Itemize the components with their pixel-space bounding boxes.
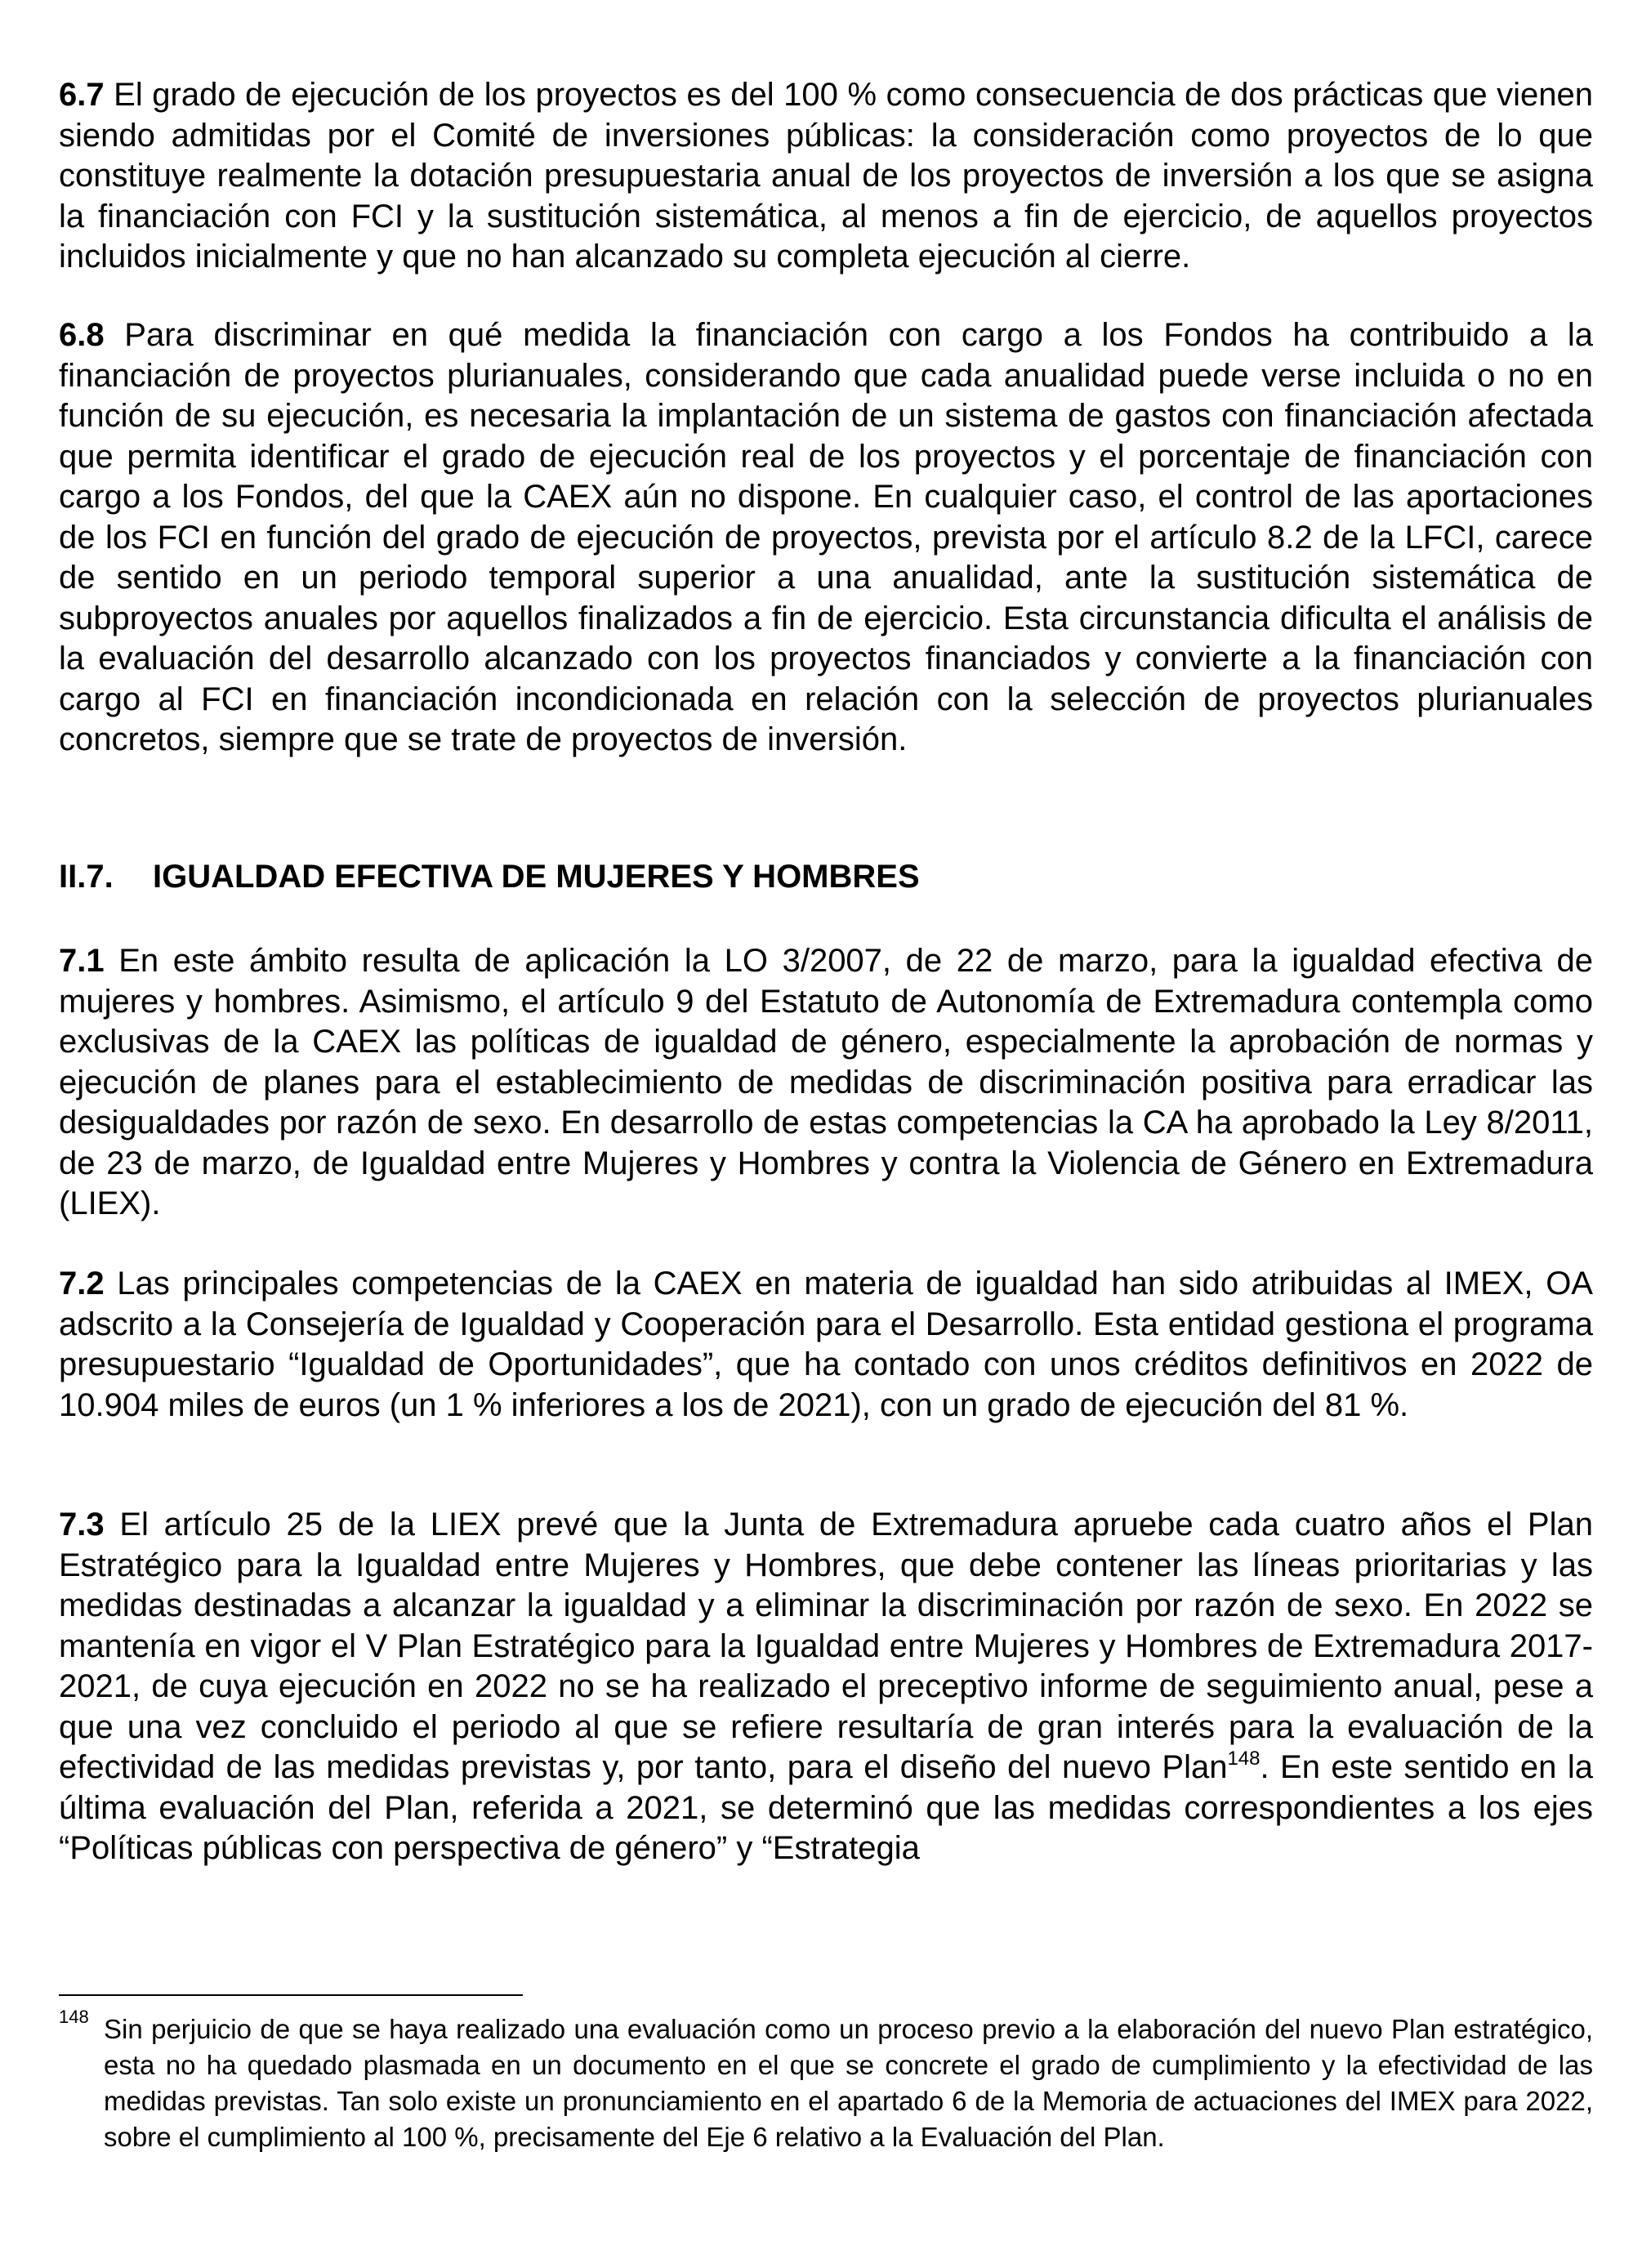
paragraph-6-8 [59,315,1593,761]
paragraph-number: 6.8 [59,317,105,353]
paragraph-text: Para discriminar en qué medida la financiación con cargo a los Fondos ha contribuido a la financiación de proyectos plurianuales, considerando que cada anualidad puede verse incluida o no en función de su ejecución, es necesaria la implantación de un sistema de gastos con financiación afectada que permita identificar el grado de ejecución real de los proyectos y el porcentaje de financiación con cargo a los Fondos, del que la CAEX aún no dispone. En cualquier caso, el control de las aportaciones de los FCI en función del grado de ejecución de proyectos, prevista por el artículo 8.2 de la LFCI, carece de sentido en un periodo temporal superior a una anualidad, ante la sustitución sistemática de subproyectos anuales por aquellos finalizados a fin de ejercicio. Esta circunstancia dificulta el análisis de la evaluación del desarrollo alcanzado con los proyectos financiados y convierte a la financiación con cargo al FCI en financiación incondicionada en relación con la selección de proyectos plurianuales concretos, siempre que se trate de proyectos de inversión. [59,317,1593,757]
section-number: II.7. [59,859,114,895]
paragraph-text: En este ámbito resulta de aplicación la LO 3/2007, de 22 de marzo, para la igualdad efectiva de mujeres y hombres. Asimismo, el artículo 9 del Estatuto de Autonomía de Extremadura contempla como exclusivas de la CAEX las políticas de igualdad de género, especialmente la aprobación de normas y ejecución de planes para el establecimiento de medidas de discriminación positiva para erradicar las desigualdades por razón de sexo. En desarrollo de estas competencias la CA ha aprobado la Ley 8/2011, de 23 de marzo, de Igualdad entre Mujeres y Hombres y contra la Violencia de Género en Extremadura (LIEX). [59,943,1593,1221]
footnote-text: Sin perjuicio de que se haya realizado una evaluación como un proceso previo a la elaboración del nuevo Plan estratégico, esta no ha quedado plasmada en un documento en el que se concrete el grado de cumplimiento y la efectividad de las medidas previstas. Tan solo existe un pronunciamiento en el apartado 6 de la Memoria de actuaciones del IMEX para 2022, sobre el cumplimiento al 100 %, precisamente del Eje 6 relativo a la Evaluación del Plan. [104,2014,1593,2152]
paragraph-number: 7.1 [59,943,105,979]
paragraph-7-3 [59,1505,1593,1869]
document-page [59,0,1593,2268]
paragraph-text: Las principales competencias de la CAEX en materia de igualdad han sido atribuidas al IMEX, OA adscrito a la Consejería de Igualdad y Cooperación para el Desarrollo. Esta entidad gestiona el programa presupuestario “Igualdad de Oportunidades”, que ha contado con unos créditos definitivos en 2022 de 10.904 miles de euros (un 1 % inferiores a los de 2021), con un grado de ejecución del 81 %. [59,1266,1593,1423]
paragraph-6-7 [59,75,1593,278]
paragraph-text-continued: . En este sentido en la última evaluación del Plan, referida a 2021, se determinó que las medidas correspondientes a los ejes “Políticas públicas con perspectiva de género” y “Estrategia [59,1749,1593,1866]
footnote-number: 148 [59,2007,89,2027]
footnote [59,2007,1593,2155]
paragraph-number: 7.3 [59,1507,105,1543]
footnote-reference[interactable]: 148 [1227,1748,1261,1770]
paragraph-text: El artículo 25 de la LIEX prevé que la Junta de Extremadura apruebe cada cuatro años el Plan Estratégico para la Igualdad entre Mujeres y Hombres, que debe contener las líneas prioritarias y las medidas destinadas a alcanzar la igualdad y a eliminar la discriminación por razón de sexo. En 2022 se mantenía en vigor el V Plan Estratégico para la Igualdad entre Mujeres y Hombres de Extremadura 2017-2021, de cuya ejecución en 2022 no se ha realizado el preceptivo informe de seguimiento anual, pese a que una vez concluido el periodo al que se refiere resultaría de gran interés para la evaluación de la efectividad de las medidas previstas y, por tanto, para el diseño del nuevo Plan [59,1507,1593,1785]
paragraph-7-2 [59,1264,1593,1426]
footnote-separator [59,1994,523,1996]
paragraph-number: 6.7 [59,77,105,113]
paragraph-number: 7.2 [59,1266,105,1301]
section-title: IGUALDAD EFECTIVA DE MUJERES Y HOMBRES [153,859,920,895]
section-heading [59,856,1593,897]
paragraph-text: El grado de ejecución de los proyectos es del 100 % como consecuencia de dos prácticas que vienen siendo admitidas por el Comité de inversiones públicas: la consideración como proyectos de lo que constituye realmente la dotación presupuestaria anual de los proyectos de inversión a los que se asigna la financiación con FCI y la sustitución sistemática, al menos a fin de ejercicio, de aquellos proyectos incluidos inicialmente y que no han alcanzado su completa ejecución al cierre. [59,77,1593,275]
paragraph-7-1 [59,941,1593,1225]
